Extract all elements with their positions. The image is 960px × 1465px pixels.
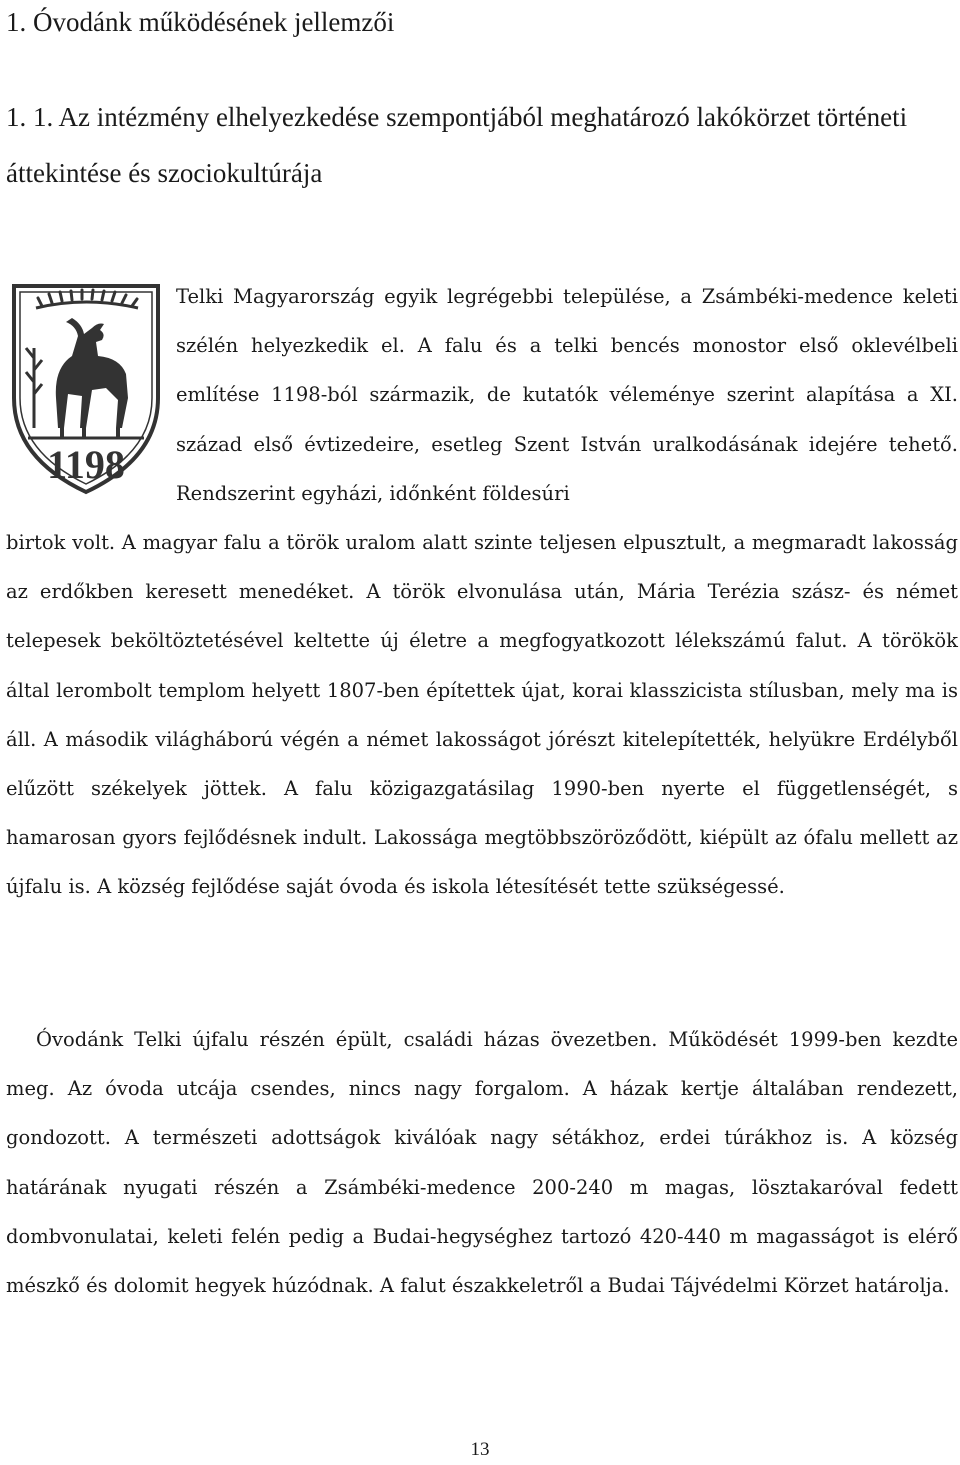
section-heading: 1. Óvodánk működésének jellemzői bbox=[6, 7, 395, 37]
page-number: 13 bbox=[470, 1439, 490, 1460]
coat-of-arms-year: 1198 bbox=[47, 442, 125, 487]
coat-of-arms-image bbox=[6, 278, 166, 498]
kindergarten-location-paragraph: Óvodánk Telki újfalu részén épült, családi házas övezetben. Működését 1999-ben kezdte meg. Az óvoda utcája csendes, nincs nagy forgalom. A házak kertje általában rendezett, gondozott. A természeti adottságok kiválóak nagy sétákhoz, erdei túrákhoz is. A község határának nyugati részén a Zsámbéki-medence 200-240 m magas, lösztakaróval fedett dombvonulatai, keleti felén pedig a Budai-hegységhez tartozó 420-440 m magasságot is elérő mészkő és dolomit hegyek húzódnak. A falut északkeletről a Budai Tájvédelmi Körzet határolja. bbox=[6, 1028, 958, 1298]
history-paragraph-intro: Telki Magyarország egyik legrégebbi települése, a Zsámbéki-medence keleti szélén helyezkedik el. A falu és a telki bencés monostor első oklevélbeli említése 1198-ból származik, de kutatók véleménye szerint alapítása a XI. század első évtizedeire, esetleg Szent István uralkodásának idejére tehető. Rendszerint egyházi, időnként földesúri bbox=[176, 285, 958, 505]
subsection-heading: 1. 1. Az intézmény elhelyezkedése szempontjából meghatározó lakókörzet történeti áttekintése és szociokultúrája bbox=[6, 102, 908, 188]
history-paragraph-continued: birtok volt. A magyar falu a török uralom alatt szinte teljesen elpusztult, a megmaradt lakosság az erdőkben keresett menedéket. A török elvonulása után, Mária Terézia szász- és német telepesek beköltöztetésével keltette új életre a megfogyatkozott lélekszámú falut. A törökök által lerombolt templom helyett 1807-ben építettek újat, korai klasszicista stílusban, mely ma is áll. A második világháború végén a német lakosságot jórészt kitelepítették, helyükre Erdélyből elűzött székelyek jöttek. A falu közigazgatásilag 1990-ben nyerte el függetlenségét, s hamarosan gyors fejlődésnek indult. Lakossága megtöbbszöröződött, kiépült az ófalu mellett az újfalu is. A község fejlődése saját óvoda és iskola létesítését tette szükségessé. bbox=[6, 531, 958, 899]
